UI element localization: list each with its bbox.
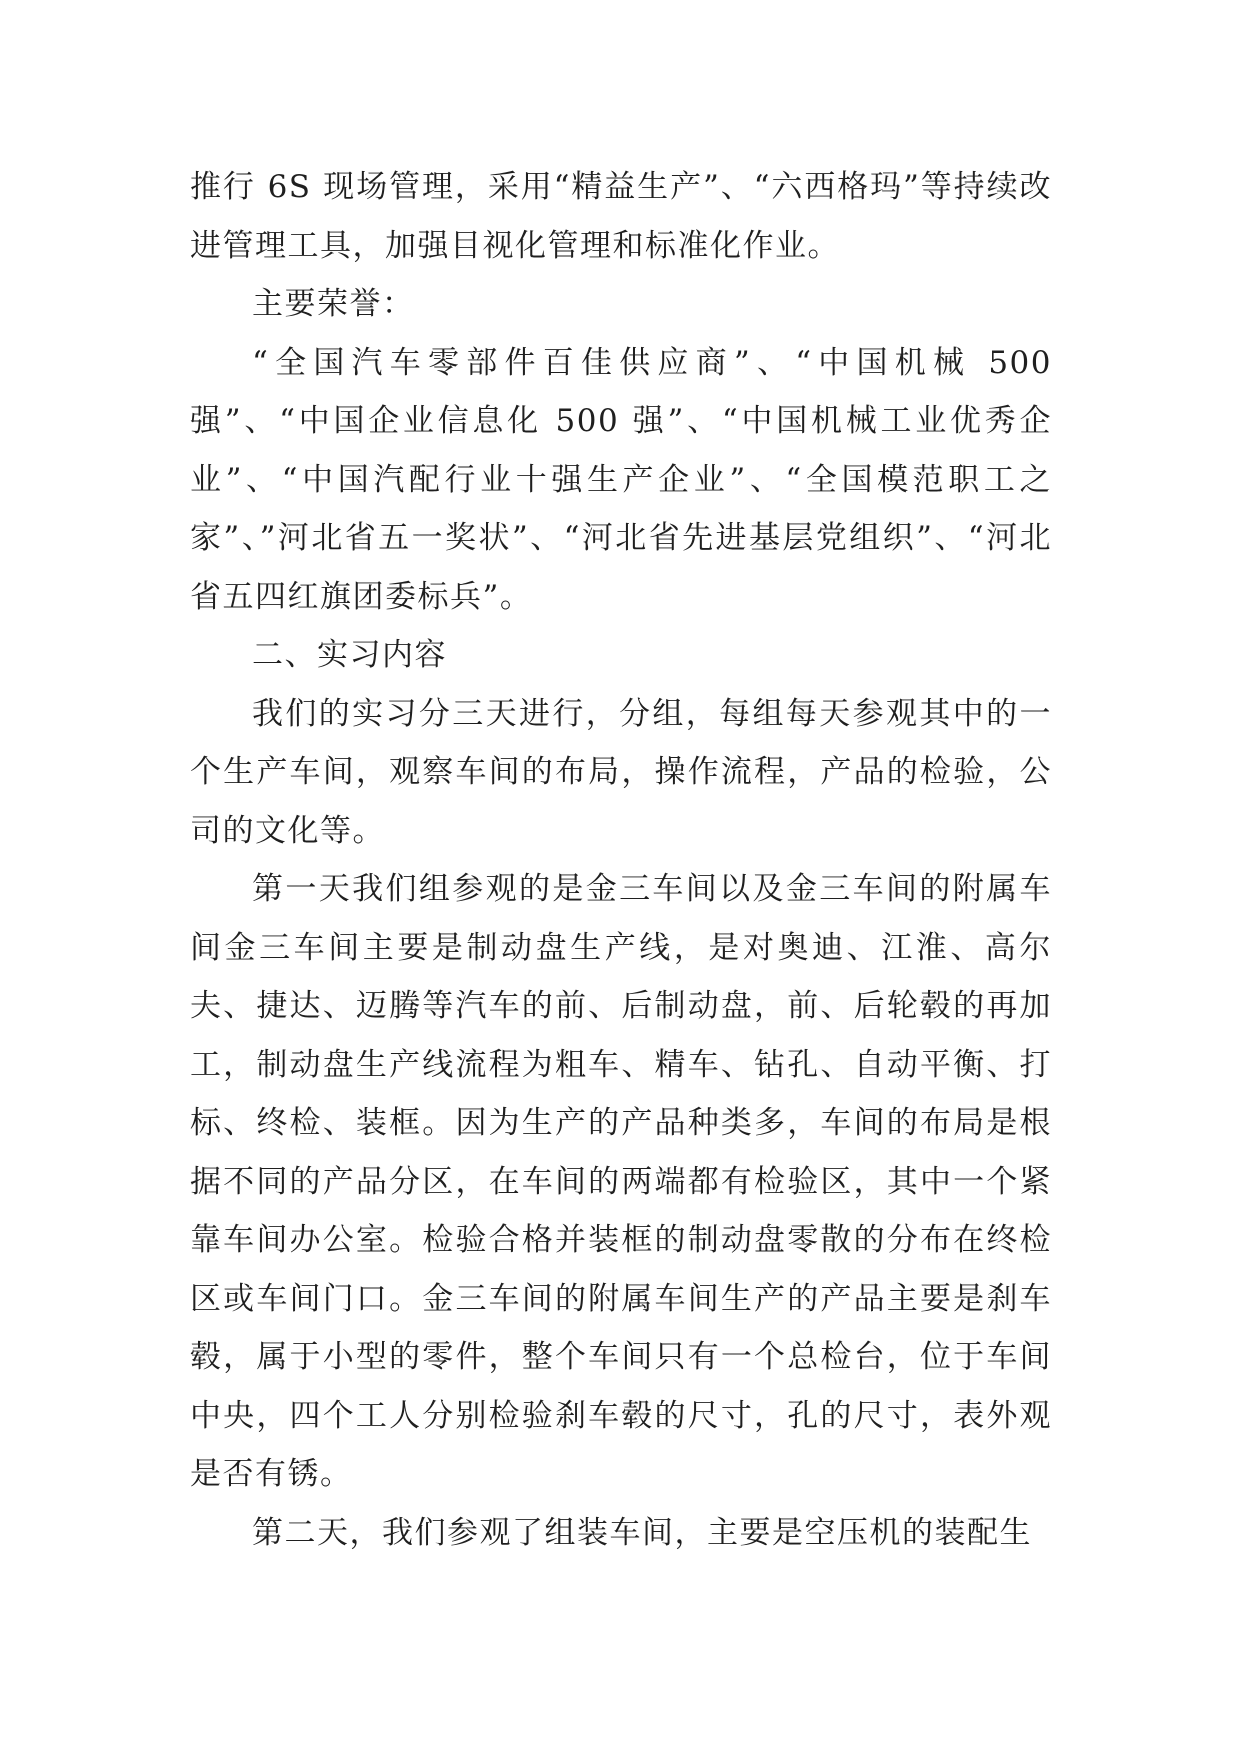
document-page	[190, 158, 1052, 1562]
paragraph-honors-heading: 主要荣誉：	[252, 286, 415, 322]
paragraph-internship-overview: 我们的实习分三天进行，分组，每组每天参观其中的一个生产车间，观察车间的布局，操作流程，产品的检验，公司的文化等。	[190, 695, 1052, 849]
paragraph-honors-list: “全国汽车零部件百佳供应商”、“中国机械 500 强”、“中国企业信息化 500 强”、“中国机械工业优秀企业”、“中国汽配行业十强生产企业”、“全国模范职工之家”、”河北省五一奖状”、“河北省先进基层党组织”、“河北省五四红旗团委标兵”。	[190, 344, 1052, 615]
paragraph-6s-management: 推行 6S 现场管理，采用“精益生产”、“六西格玛”等持续改进管理工具，加强目视化管理和标准化作业。	[190, 169, 1052, 264]
paragraph-day-two: 第二天，我们参观了组装车间，主要是空压机的装配生	[252, 1514, 1032, 1551]
paragraph-day-one: 第一天我们组参观的是金三车间以及金三车间的附属车间金三车间主要是制动盘生产线，是对奥迪、江淮、高尔夫、捷达、迈腾等汽车的前、后制动盘，前、后轮毂的再加工，制动盘生产线流程为粗车、精车、钻孔、自动平衡、打标、终检、装框。因为生产的产品种类多，车间的布局是根据不同的产品分区，在车间的两端都有检验区，其中一个紧靠车间办公室。检验合格并装框的制动盘零散的分布在终检区或车间门口。金三车间的附属车间生产的产品主要是刹车毂，属于小型的零件，整个车间只有一个总检台，位于车间中央，四个工人分别检验刹车毂的尺寸，孔的尺寸，表外观是否有锈。	[190, 871, 1052, 1492]
section-heading-internship-content: 二、实习内容	[252, 637, 447, 673]
